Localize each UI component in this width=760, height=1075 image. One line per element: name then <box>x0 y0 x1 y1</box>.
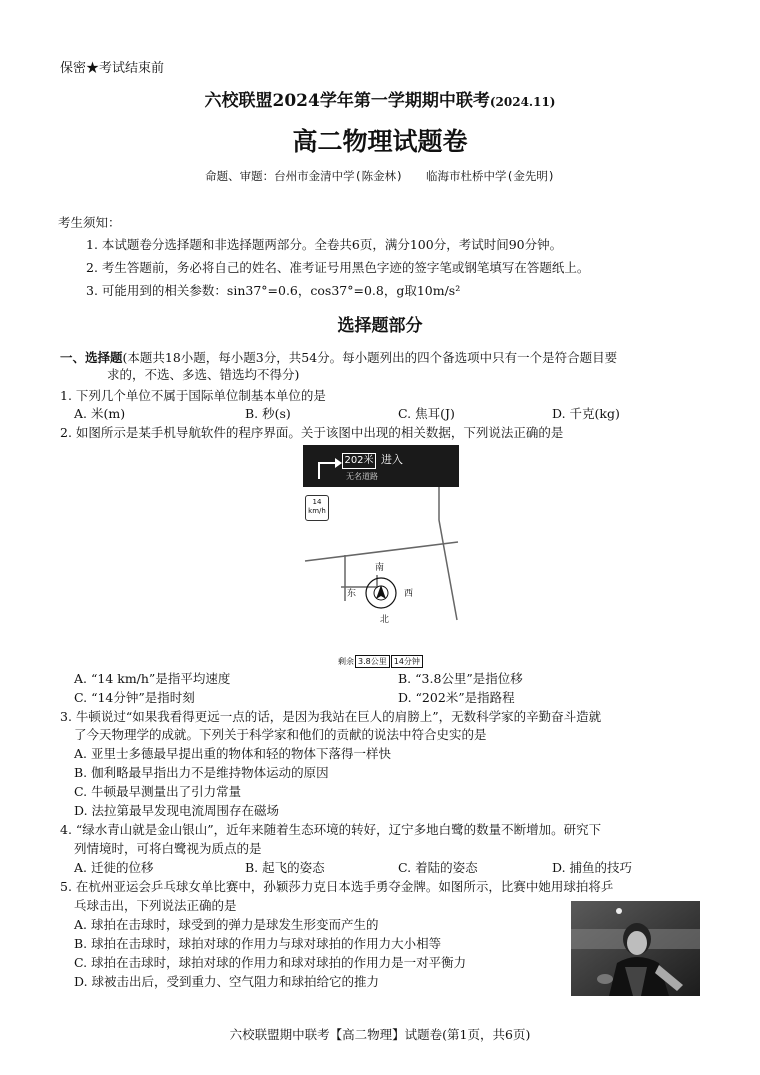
compass-west: 西 <box>404 589 414 599</box>
exam-date: (2024.11) <box>489 95 556 109</box>
q4-option-d: D. 捕鱼的技巧 <box>552 860 633 875</box>
q2-option-c: C. “14分钟”是指时刻 <box>74 690 195 705</box>
nav-distance: 202米 <box>342 453 376 469</box>
speed-value: 14 <box>312 498 322 506</box>
notice-heading: 考生须知： <box>58 215 121 230</box>
compass-south: 南 <box>375 563 385 573</box>
paper-title: 高二物理试题卷 <box>292 127 468 156</box>
q4-option-b: B. 起飞的姿态 <box>245 860 325 875</box>
q5-option-b: B. 球拍在击球时，球拍对球的作用力与球对球拍的作用力大小相等 <box>74 936 442 951</box>
q2-option-d: D. “202米”是指路程 <box>398 690 515 705</box>
nav-road-name: 无名道路 <box>346 472 378 481</box>
confidential-label: 保密★考试结束前 <box>60 61 165 76</box>
part1-desc-cont: 求的，不选、多选、错选均不得分) <box>107 367 300 382</box>
q2-option-b: B. “3.8公里”是指位移 <box>398 671 523 686</box>
question-3-stem-cont: 了今天物理学的成就。下列关于科学家和他们的贡献的说法中符合史实的是 <box>74 727 487 742</box>
remaining-info <box>338 655 423 668</box>
q3-option-b: B. 伽利略最早指出力不是维持物体运动的原因 <box>74 765 329 780</box>
q5-option-a: A. 球拍在击球时，球受到的弹力是球发生形变而产生的 <box>74 917 379 932</box>
player-photo-image <box>571 901 700 996</box>
part1-header <box>60 349 617 367</box>
exam-title: 六校联盟2024学年第一学期期中联考 <box>204 91 490 111</box>
question-4-stem-cont: 列情境时，可将白鹭视为质点的是 <box>74 841 262 856</box>
q3-option-d: D. 法拉第最早发现电流周围存在磁场 <box>74 803 280 818</box>
q1-option-b: B. 秒(s) <box>245 406 291 421</box>
question-3-stem: 3. 牛顿说过“如果我看得更远一点的话，是因为我站在巨人的肩膀上”，无数科学家的辛勤奋斗造就 <box>60 709 602 724</box>
question-1-stem: 1. 下列几个单位不属于国际单位制基本单位的是 <box>60 388 326 403</box>
question-2-stem: 2. 如图所示是某手机导航软件的程序界面。关于该图中出现的相关数据，下列说法正确的是 <box>60 425 564 440</box>
question-4-stem: 4. “绿水青山就是金山银山”，近年来随着生态环境的转好，辽宁多地白鹭的数量不断增加。研究下 <box>60 822 602 837</box>
part1-desc: (本题共18小题，每小题3分，共54分。每小题列出的四个备选项中只有一个是符合题目要 <box>122 350 618 365</box>
q2-option-a: A. “14 km/h”是指平均速度 <box>74 671 231 686</box>
q4-option-c: C. 着陆的姿态 <box>398 860 478 875</box>
authors-line: 命题、审题：台州市金清中学(陈金林) 临海市杜桥中学(金先明) <box>205 169 555 183</box>
q1-option-c: C. 焦耳(J) <box>398 406 455 421</box>
page-footer: 六校联盟期中联考【高二物理】试题卷(第1页，共6页) <box>229 1027 531 1042</box>
compass-east: 东 <box>347 589 357 599</box>
section-title: 选择题部分 <box>337 316 423 336</box>
question-5-stem-cont: 乓球击出，下列说法正确的是 <box>74 898 237 913</box>
navigation-map-figure <box>303 445 459 669</box>
q3-option-c: C. 牛顿最早测量出了引力常量 <box>74 784 242 799</box>
part1-label: 一、选择题 <box>60 350 123 365</box>
q4-option-a: A. 迁徙的位移 <box>74 860 154 875</box>
notice-item: 1. 本试题卷分选择题和非选择题两部分。全卷共6页，满分100分，考试时间90分钟。 <box>86 237 563 252</box>
exam-title-row <box>0 86 760 111</box>
q1-option-a: A. 米(m) <box>74 406 126 421</box>
table-tennis-photo <box>571 901 700 996</box>
remaining-distance: 3.8公里 <box>355 655 390 668</box>
q5-option-d: D. 球被击出后，受到重力、空气阻力和球拍给它的推力 <box>74 974 380 989</box>
remaining-label: 剩余 <box>338 657 354 666</box>
question-5-stem: 5. 在杭州亚运会乒乓球女单比赛中，孙颖莎力克日本选手勇夺金牌。如图所示，比赛中她用球拍将乒 <box>60 879 614 894</box>
speed-unit: km/h <box>308 507 326 515</box>
q5-option-c: C. 球拍在击球时，球拍对球的作用力和球对球拍的作用力是一对平衡力 <box>74 955 467 970</box>
remaining-time: 14分钟 <box>391 655 423 668</box>
q1-option-d: D. 千克(kg) <box>552 406 620 421</box>
q3-option-a: A. 亚里士多德最早提出重的物体和轻的物体下落得一样快 <box>74 746 391 761</box>
notice-item: 3. 可能用到的相关参数：sin37°=0.6，cos37°=0.8，g取10m/s² <box>86 283 461 298</box>
notice-item: 2. 考生答题前，务必将自己的姓名、准考证号用黑色字迹的签字笔或钢笔填写在答题纸上。 <box>86 260 590 275</box>
speed-indicator <box>305 495 329 521</box>
compass-north: 北 <box>380 615 390 625</box>
nav-banner <box>303 445 459 487</box>
nav-enter-label: 进入 <box>381 453 403 466</box>
